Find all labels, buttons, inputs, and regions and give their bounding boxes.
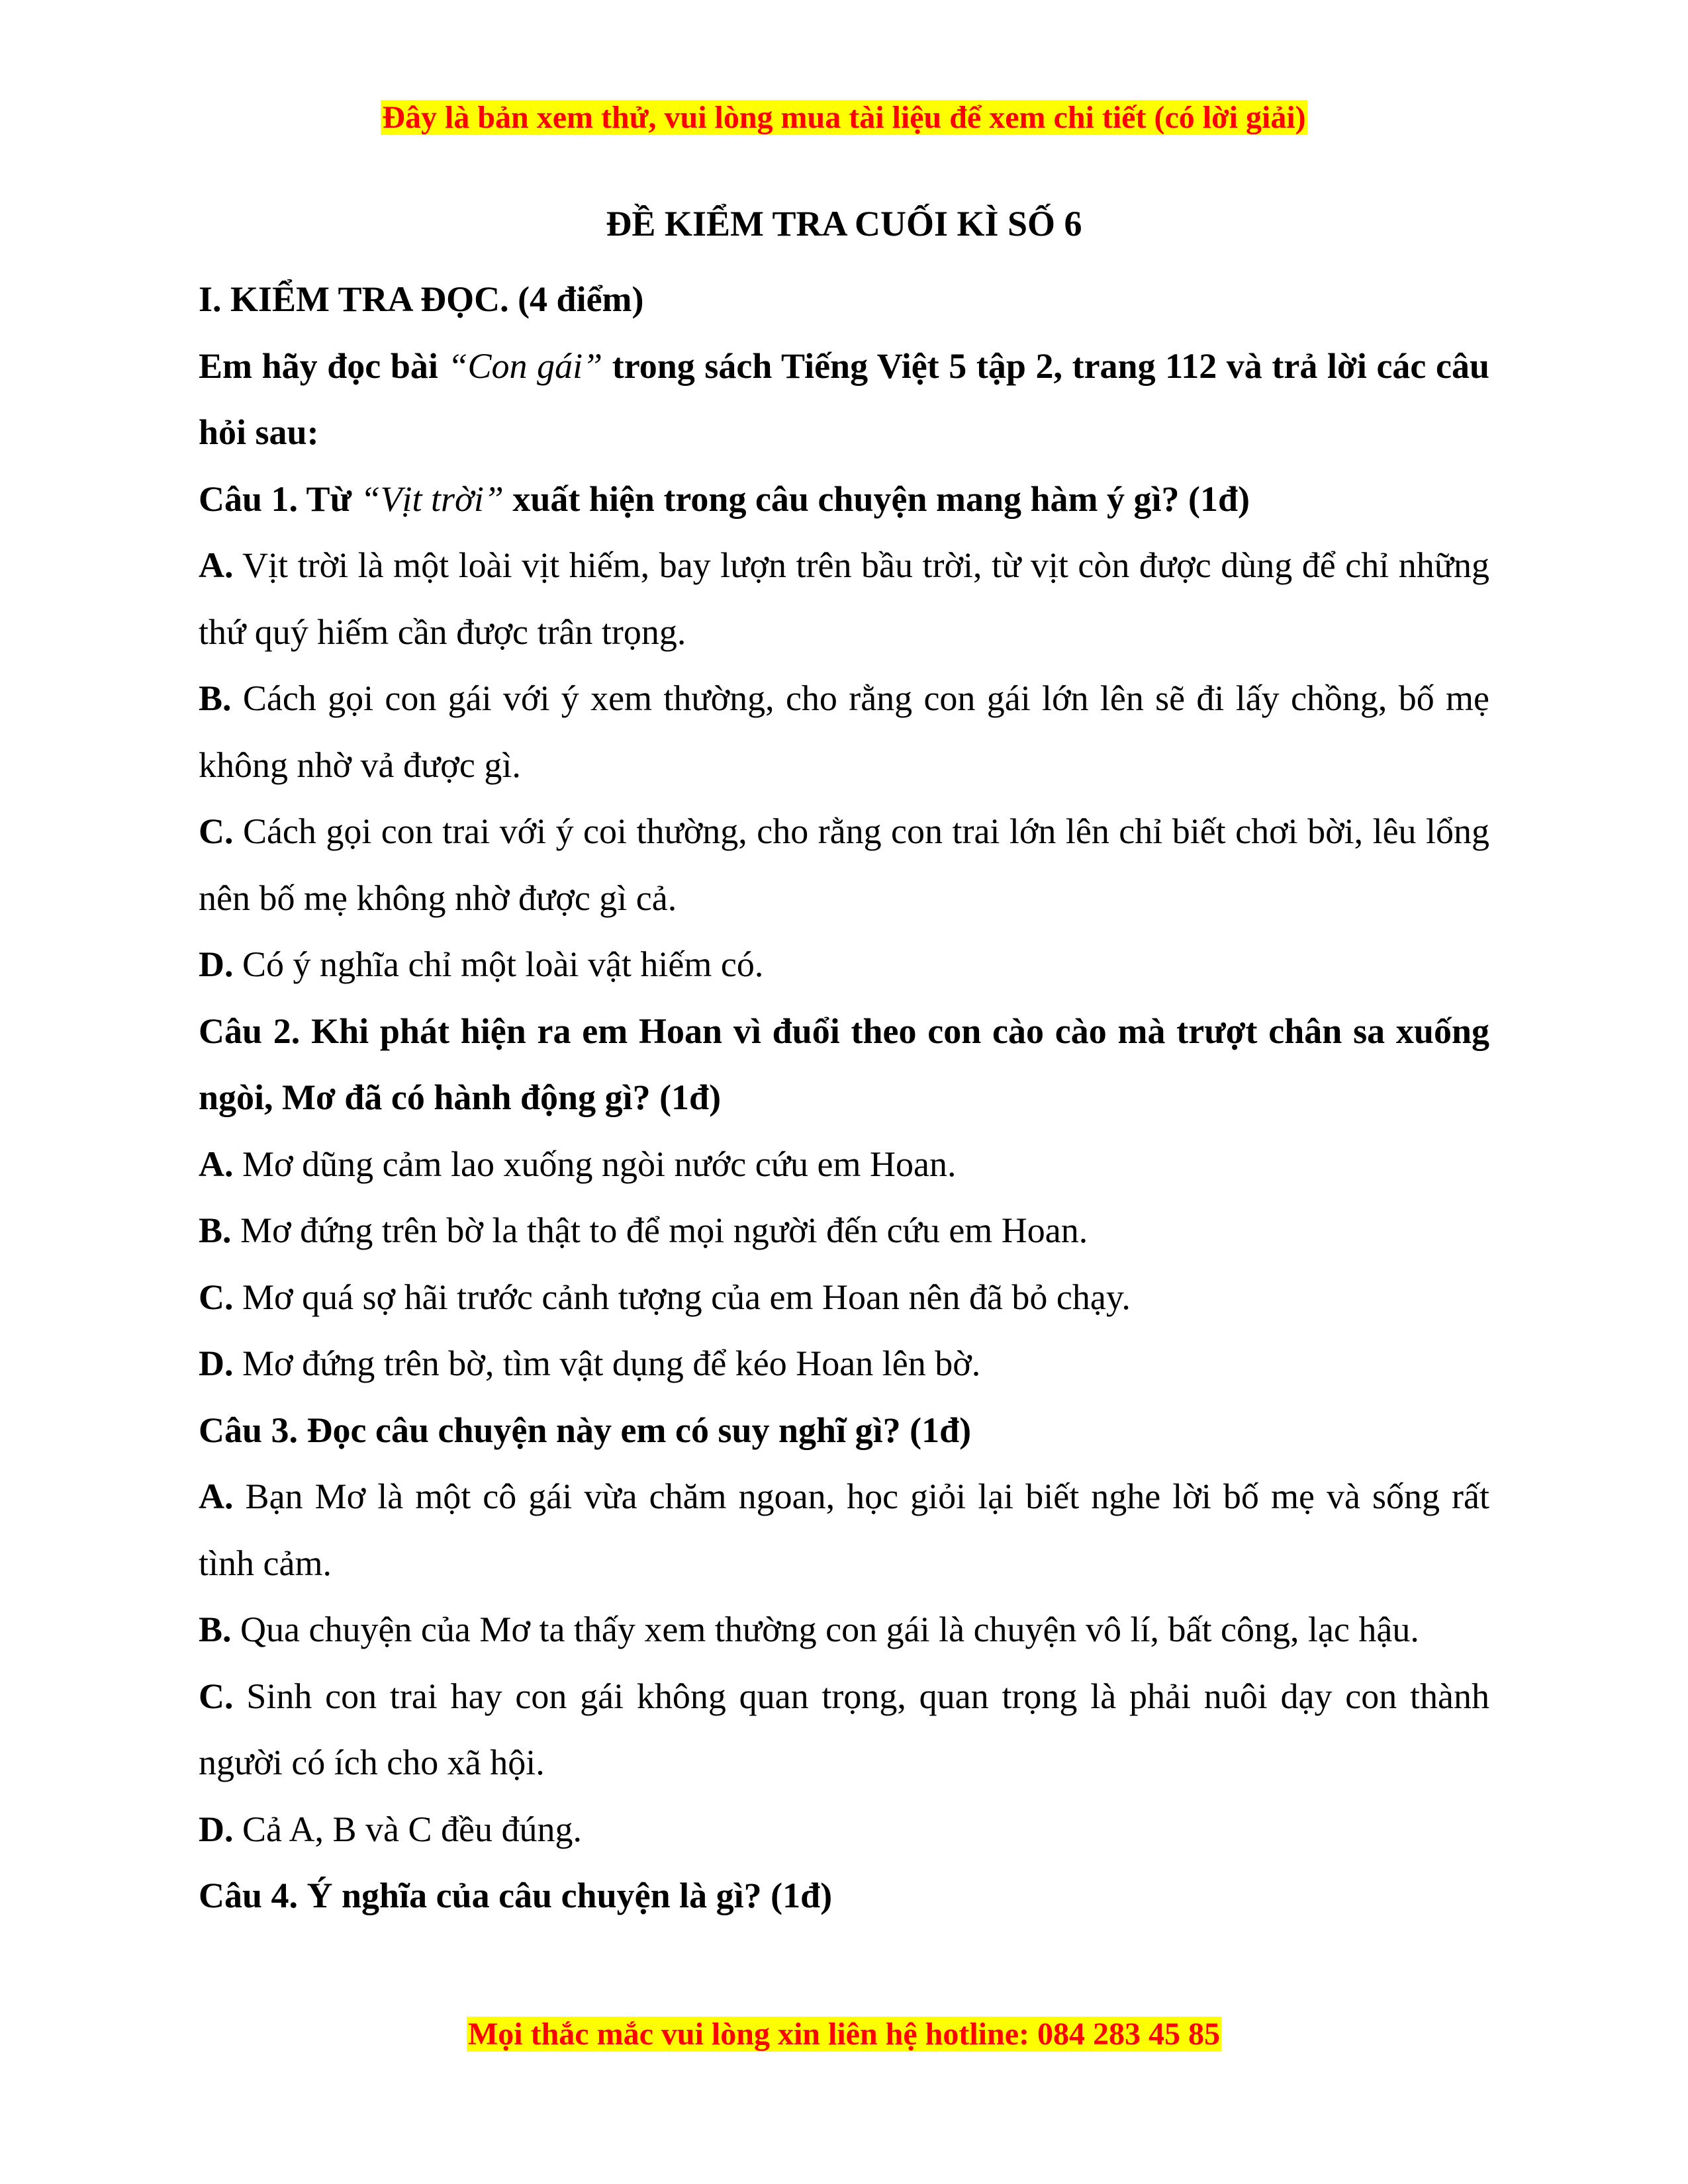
question-2-option-d	[199, 1330, 1489, 1397]
option-label: B.	[199, 1610, 232, 1649]
option-label: B.	[199, 1210, 232, 1250]
section-intro	[199, 333, 1489, 466]
option-text: Qua chuyện của Mơ ta thấy xem thường con gái là chuyện vô lí, bất công, lạc hậu.	[231, 1610, 1419, 1649]
document-body	[199, 266, 1489, 1929]
page-title: ĐỀ KIỂM TRA CUỐI KÌ SỐ 6	[606, 204, 1082, 244]
option-label: A.	[199, 1144, 234, 1184]
option-label: D.	[199, 1809, 234, 1849]
question-1-option-b	[199, 665, 1489, 798]
option-label: D.	[199, 1343, 234, 1383]
option-text: Mơ đứng trên bờ, tìm vật dụng để kéo Hoan lên bờ.	[233, 1343, 981, 1383]
option-label: D.	[199, 944, 234, 984]
intro-text-after: trong sách Tiếng Việt 5 tập 2, trang 112 và trả lời các câu hỏi sau:	[199, 345, 1489, 452]
intro-text-before: Em hãy đọc bài	[199, 345, 448, 386]
option-label: C.	[199, 1277, 234, 1317]
question-3-option-b	[199, 1596, 1489, 1663]
option-text: Có ý nghĩa chỉ một loài vật hiếm có.	[233, 944, 764, 984]
option-label: C.	[199, 811, 234, 851]
question-1	[199, 466, 1489, 533]
question-1-term: “Vịt trời”	[360, 478, 504, 519]
hotline-text: Mọi thắc mắc vui lòng xin liên hệ hotline: 084 283 45 85	[467, 2017, 1220, 2052]
question-1-option-a	[199, 532, 1489, 665]
preview-notice-text: Đây là bản xem thử, vui lòng mua tài liệu để xem chi tiết (có lời giải)	[382, 100, 1306, 135]
question-4: Câu 4. Ý nghĩa của câu chuyện là gì? (1đ)	[199, 1876, 833, 1915]
option-text: Cả A, B và C đều đúng.	[233, 1809, 582, 1849]
question-2-option-a	[199, 1131, 1489, 1198]
option-text: Cách gọi con trai với ý coi thường, cho rằng con trai lớn lên chỉ biết chơi bời, lêu lổng nên bố mẹ không nhờ được gì cả.	[199, 811, 1489, 918]
question-3-option-a	[199, 1463, 1489, 1596]
question-3-option-d	[199, 1796, 1489, 1863]
option-text: Mơ đứng trên bờ la thật to để mọi người đến cứu em Hoan.	[231, 1210, 1088, 1250]
option-label: B.	[199, 678, 232, 718]
option-text: Sinh con trai hay con gái không quan trọng, quan trọng là phải nuôi dạy con thành người có ích cho xã hội.	[199, 1676, 1489, 1782]
question-3-option-c	[199, 1663, 1489, 1796]
question-3: Câu 3. Đọc câu chuyện này em có suy nghĩ gì? (1đ)	[199, 1410, 972, 1450]
option-text: Bạn Mơ là một cô gái vừa chăm ngoan, học giỏi lại biết nghe lời bố mẹ và sống rất tình cảm.	[199, 1477, 1489, 1583]
intro-work-title: “Con gái”	[447, 345, 603, 386]
question-2: Câu 2. Khi phát hiện ra em Hoan vì đuổi theo con cào cào mà trượt chân sa xuống ngòi, Mơ đã có hành động gì? (1đ)	[199, 1011, 1489, 1117]
question-1-option-d	[199, 931, 1489, 998]
question-2-option-b	[199, 1197, 1489, 1264]
hotline-banner	[0, 2015, 1688, 2054]
question-2-option-c	[199, 1264, 1489, 1331]
option-label: A.	[199, 1477, 234, 1516]
option-text: Mơ dũng cảm lao xuống ngòi nước cứu em Hoan.	[233, 1144, 957, 1184]
preview-notice-banner	[0, 98, 1688, 138]
section-heading: I. KIỂM TRA ĐỌC. (4 điểm)	[199, 279, 644, 319]
option-text: Mơ quá sợ hãi trước cảnh tượng của em Hoan nên đã bỏ chạy.	[233, 1277, 1131, 1317]
question-1-suffix: xuất hiện trong câu chuyện mang hàm ý gì? (1đ)	[503, 478, 1250, 519]
option-text: Vịt trời là một loài vịt hiếm, bay lượn trên bầu trời, từ vịt còn được dùng để chỉ những thứ quý hiếm cần được trân trọng.	[199, 545, 1489, 652]
option-label: C.	[199, 1676, 234, 1716]
question-1-option-c	[199, 798, 1489, 931]
option-label: A.	[199, 545, 234, 585]
question-1-prefix: Câu 1. Từ	[199, 478, 361, 519]
option-text: Cách gọi con gái với ý xem thường, cho rằng con gái lớn lên sẽ đi lấy chồng, bố mẹ không nhờ vả được gì.	[199, 678, 1489, 785]
